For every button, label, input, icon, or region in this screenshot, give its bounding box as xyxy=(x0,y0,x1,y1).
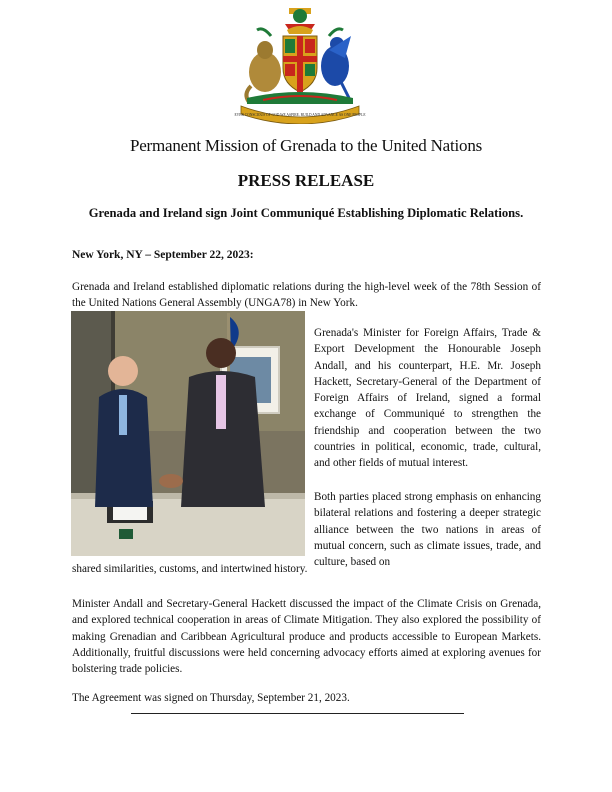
climate-paragraph: Minister Andall and Secretary-General Hackett discussed the impact of the Climate Crisis on Grenada, and explored technical cooperation in areas of Climate Mitigation. They also explored the possibility of making Grenadian and Caribbean Agricultural produce and products accessible to European Markets. Additionally, fruitful discussions were held concerning advocacy efforts aimed at exploring avenues for bolstering trade policies. xyxy=(72,598,541,676)
intro-paragraph: Grenada and Ireland established diplomatic relations during the high-level week of the 78th Session of the United Nations General Assembly (UNGA78) in New York. xyxy=(72,281,541,310)
press-release-heading: PRESS RELEASE xyxy=(237,171,375,190)
bilateral-paragraph: Both parties placed strong emphasis on enhancing bilateral relations and fostering a deeper strategic alliance between the two nations in areas of mutual concern, such as climate issues, trade, and culture, based on xyxy=(314,491,541,569)
footer-rule xyxy=(131,713,464,714)
mission-title: Permanent Mission of Grenada to the United Nations xyxy=(129,136,483,155)
signing-photo xyxy=(71,311,305,556)
crest-motto: EVER CONSCIOUS OF GOD WE ASPIRE, BUILD AND ADVANCE AS ONE PEOPLE xyxy=(234,113,366,117)
headline: Grenada and Ireland sign Joint Communiqué Establishing Diplomatic Relations. xyxy=(88,206,524,220)
agreement-date: The Agreement was signed on Thursday, September 21, 2023. xyxy=(72,692,350,704)
dateline: New York, NY – September 22, 2023: xyxy=(72,249,254,261)
grenada-coat-of-arms xyxy=(233,6,367,124)
signing-paragraph: Grenada's Minister for Foreign Affairs, Trade & Export Development the Honourable Joseph Andall, and his counterpart, H.E. Mr. Joseph Hackett, Secretary-General of the Department of Foreign Affairs of Ireland, signed a formal exchange of Communiqué to strengthen the friendship and cooperation between the two countries in political, economic, trade, cultural, and other fields of mutual interest. xyxy=(314,327,541,470)
bilateral-paragraph-tail: shared similarities, customs, and intertwined history. xyxy=(72,563,308,575)
